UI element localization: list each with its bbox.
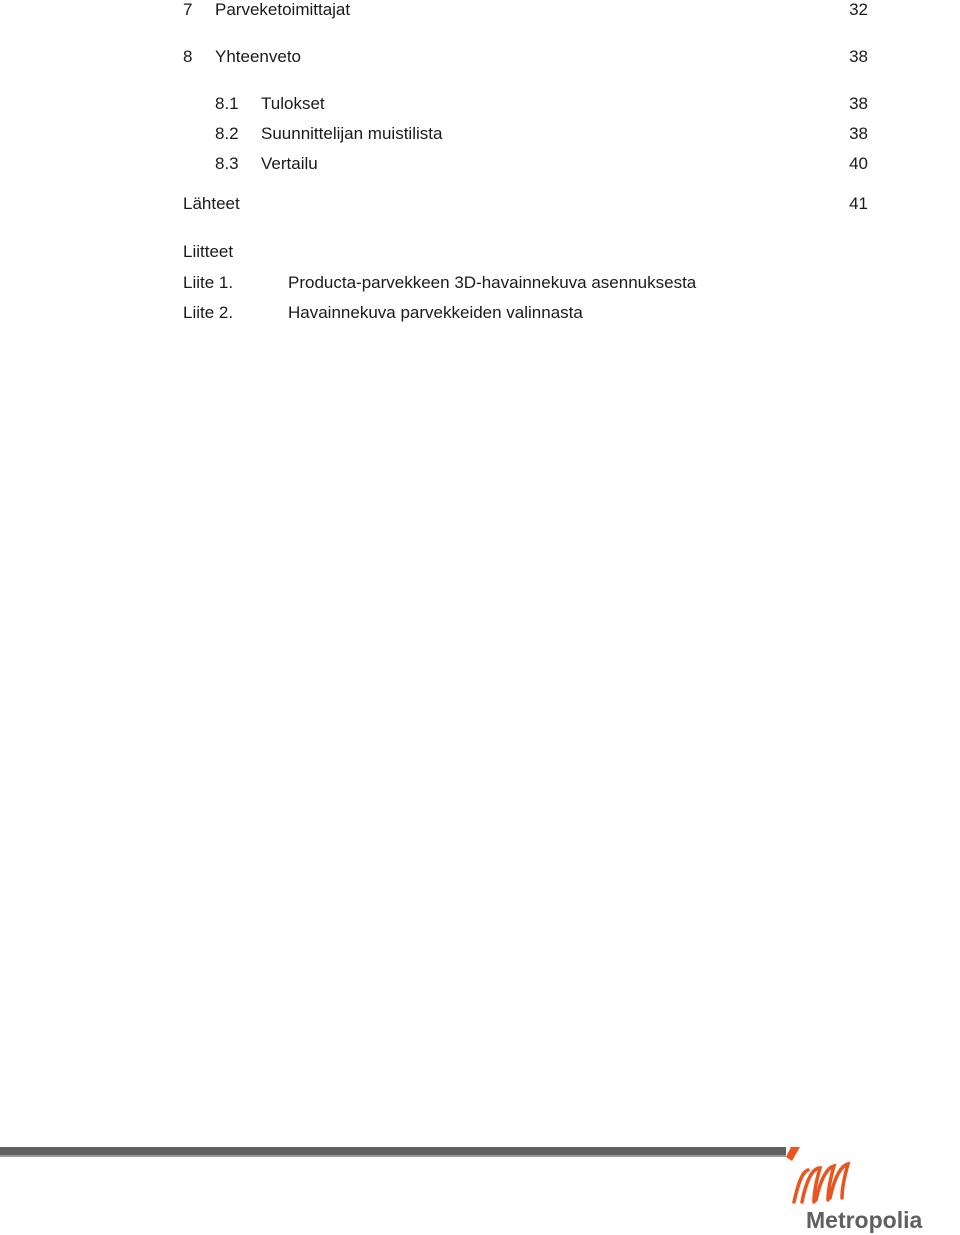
appendix-label: Liite 1. xyxy=(183,273,234,292)
toc-title: Lähteet xyxy=(183,194,240,213)
appendix-label: Liite 2. xyxy=(183,303,234,322)
logo-m-mark-icon xyxy=(794,1164,848,1202)
toc-page: 32 xyxy=(849,0,868,19)
toc-title: Suunnittelijan muistilista xyxy=(261,124,443,143)
toc-number: 8.3 xyxy=(215,154,239,173)
toc-page: 38 xyxy=(849,94,868,113)
toc-number: 7 xyxy=(183,0,193,19)
toc-title: Parveketoimittajat xyxy=(215,0,351,19)
toc-page: 40 xyxy=(849,154,868,173)
toc-page: 41 xyxy=(849,194,868,213)
toc-number: 8 xyxy=(183,47,193,66)
toc-page: 38 xyxy=(849,124,868,143)
appendix-title: Havainnekuva parvekkeiden valinnasta xyxy=(288,303,583,322)
appendix-title: Producta-parvekkeen 3D-havainnekuva asennuksesta xyxy=(288,273,697,292)
toc-title: Yhteenveto xyxy=(215,47,302,66)
footer-gray-shadow xyxy=(0,1155,786,1157)
toc-page: 38 xyxy=(849,47,868,66)
toc-title: Tulokset xyxy=(261,94,325,113)
toc-number: 8.2 xyxy=(215,124,239,143)
appendices-heading: Liitteet xyxy=(183,242,234,261)
toc-number: 8.1 xyxy=(215,94,239,113)
footer-gray-stripe xyxy=(0,1147,786,1155)
metropolia-logo xyxy=(786,1158,956,1234)
toc-title: Vertailu xyxy=(261,154,318,173)
logo-text: Metropolia xyxy=(806,1207,923,1233)
